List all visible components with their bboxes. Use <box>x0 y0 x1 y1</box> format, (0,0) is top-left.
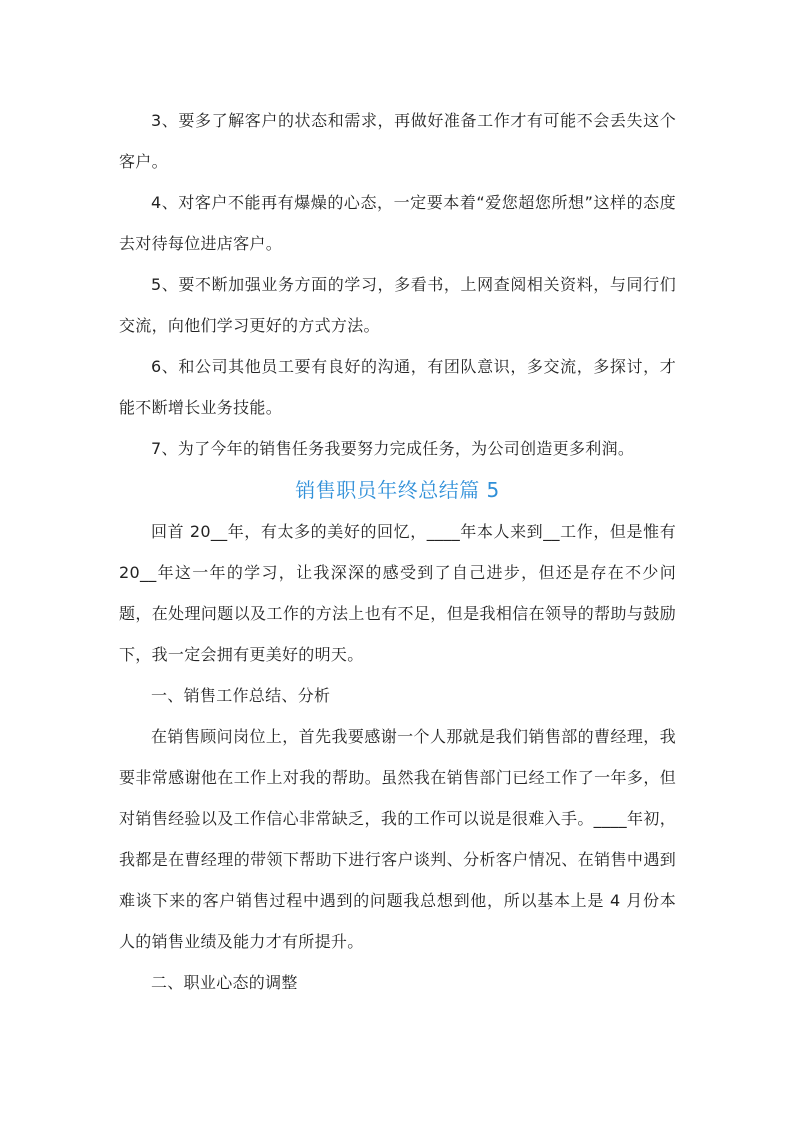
subheading-sales-summary: 一、销售工作总结、分析 <box>151 686 331 705</box>
section-heading: 销售职员年终总结篇 5 <box>295 478 500 502</box>
paragraph-item-3: 3、要多了解客户的状态和需求，再做好准备工作才有可能不会丢失这个客户。 <box>119 111 676 171</box>
paragraph-item-5: 5、要不断加强业务方面的学习，多看书，上网查阅相关资料，与同行们交流，向他们学习更好的方式方法。 <box>119 275 676 335</box>
paragraph-item-7: 7、为了今年的销售任务我要努力完成任务，为公司创造更多利润。 <box>151 439 635 458</box>
paragraph-item-4: 4、对客户不能再有爆燥的心态，一定要本着“爱您超您所想”这样的态度去对待每位进店客户。 <box>119 193 676 253</box>
intro-paragraph: 回首 20__年，有太多的美好的回忆，____年本人来到__工作，但是惟有 20__年这一年的学习，让我深深的感受到了自己进步，但还是存在不少问题，在处理问题以及工作的方法上也有不足，但是我相信在领导的帮助与鼓励下，我一定会拥有更美好的明天。 <box>119 522 676 664</box>
document-body <box>119 100 676 1003</box>
sales-summary-paragraph: 在销售顾问岗位上，首先我要感谢一个人那就是我们销售部的曹经理，我要非常感谢他在工作上对我的帮助。虽然我在销售部门已经工作了一年多，但对销售经验以及工作信心非常缺乏，我的工作可以说是很难入手。____年初，我都是在曹经理的带领下帮助下进行客户谈判、分析客户情况、在销售中遇到难谈下来的客户销售过程中遇到的问题我总想到他，所以基本上是 4 月份本人的销售业绩及能力才有所提升。 <box>119 727 676 951</box>
subheading-mindset-adjustment: 二、职业心态的调整 <box>151 973 298 992</box>
paragraph-item-6: 6、和公司其他员工要有良好的沟通，有团队意识，多交流，多探讨，才能不断增长业务技能。 <box>119 357 676 417</box>
